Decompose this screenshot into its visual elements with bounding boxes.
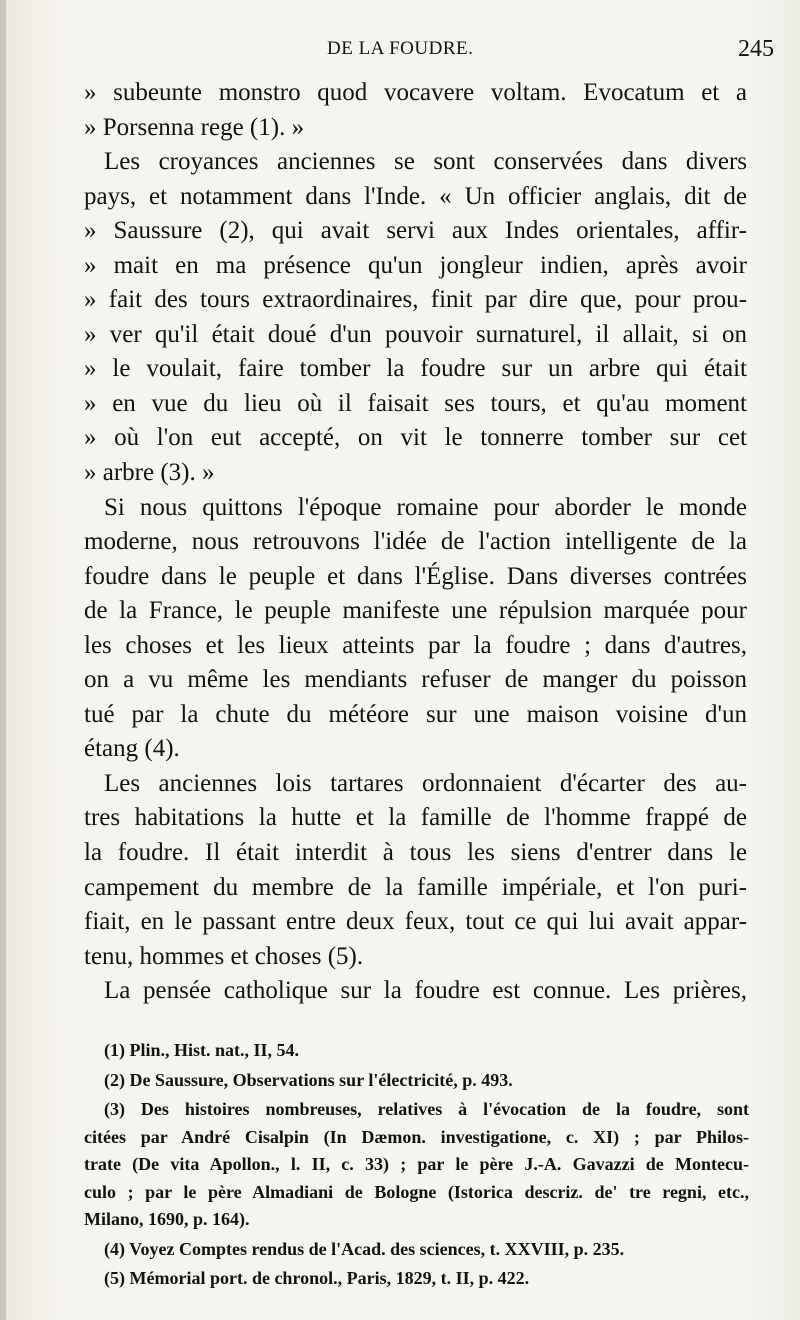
body-line: les choses et les lieux atteints par la foudre ; dans d'autres,: [84, 631, 747, 659]
page-header: [84, 36, 774, 76]
body-line: » où l'on eut accepté, on vit le tonnerre tomber sur cet: [84, 424, 747, 452]
footnote-line: Milano, 1690, p. 164).: [84, 1209, 250, 1229]
body-line: Les anciennes lois tartares ordonnaient d'écarter des au-: [104, 769, 747, 797]
footnote-line: (3) Des histoires nombreuses, relatives à l'évocation de la foudre, sont: [104, 1099, 749, 1119]
body-line: » en vue du lieu où il faisait ses tours, et qu'au moment: [84, 389, 747, 417]
body-line: » Saussure (2), qui avait servi aux Indes orientales, affir-: [84, 217, 747, 245]
footnote-line: trate (De vita Apollon., l. II, c. 33) ; par le père J.-A. Gavazzi de Montecu-: [84, 1154, 749, 1174]
body-line: La pensée catholique sur la foudre est connue. Les prières,: [104, 977, 747, 1005]
footnote-5: [104, 1265, 749, 1293]
footnote-line: citées par André Cisalpin (In Dæmon. investigatione, c. XI) ; par Philos-: [84, 1126, 749, 1147]
body-line: tres habitations la hutte et la famille de l'homme frappé de: [84, 804, 747, 832]
footnote-4: [104, 1236, 749, 1264]
body-line: » arbre (3). »: [84, 459, 215, 487]
body-line: de la France, le peuple manifeste une répulsion marquée pour: [84, 597, 747, 625]
footnote-line: culo ; par le père Almadiani de Bologne (Istorica descriz. de' tre regni, etc.,: [84, 1181, 749, 1202]
body-line: » le voulait, faire tomber la foudre sur un arbre qui était: [84, 355, 747, 383]
footnote-line: (5) Mémorial port. de chronol., Paris, 1829, t. II, p. 422.: [104, 1268, 530, 1288]
body-line: fiait, en le passant entre deux feux, tout ce qui lui avait appar-: [84, 908, 747, 936]
body-line: Les croyances anciennes se sont conservées dans divers: [104, 148, 747, 176]
footnote-line: (4) Voyez Comptes rendus de l'Acad. des sciences, t. XXVIII, p. 235.: [104, 1238, 625, 1259]
footnotes: [84, 1037, 749, 1295]
body-line: foudre dans le peuple et dans l'Église. Dans diverses contrées: [84, 562, 747, 590]
footnote-line: (1) Plin., Hist. nat., II, 54.: [104, 1040, 300, 1060]
body-line: tué par la chute du météore sur une maison voisine d'un: [84, 700, 747, 728]
page-edge-shadow: [0, 0, 6, 1320]
body-line: » mait en ma présence qu'un jongleur indien, après avoir: [84, 251, 747, 279]
body-line: » ver qu'il était doué d'un pouvoir surnaturel, il allait, si on: [84, 320, 747, 348]
body-line: moderne, nous retrouvons l'idée de l'action intelligente de la: [84, 528, 747, 556]
page-number: 245: [738, 36, 774, 62]
footnote-2: [104, 1067, 749, 1095]
body-line: » Porsenna rege (1). »: [84, 113, 305, 141]
body-line: étang (4).: [84, 735, 180, 763]
footnote-1: [104, 1037, 749, 1065]
running-head: DE LA FOUDRE.: [327, 38, 474, 59]
body-line: campement du membre de la famille impériale, et l'on puri-: [84, 873, 747, 901]
body-line: on a vu même les mendiants refuser de manger du poisson: [84, 666, 747, 694]
body-line: la foudre. Il était interdit à tous les siens d'entrer dans le: [84, 839, 747, 867]
footnote-line: (2) De Saussure, Observations sur l'électricité, p. 493.: [104, 1069, 513, 1090]
body-line: pays, et notamment dans l'Inde. « Un officier anglais, dit de: [84, 182, 747, 210]
body-line: » fait des tours extraordinaires, finit par dire que, pour prou-: [84, 286, 747, 314]
body-line: Si nous quittons l'époque romaine pour aborder le monde: [104, 493, 747, 521]
body-line: » subeunte monstro quod vocavere voltam. Evocatum et a: [84, 79, 747, 106]
footnote-3: [84, 1096, 749, 1234]
body-text: [84, 76, 747, 1009]
body-line: tenu, hommes et choses (5).: [84, 942, 364, 970]
